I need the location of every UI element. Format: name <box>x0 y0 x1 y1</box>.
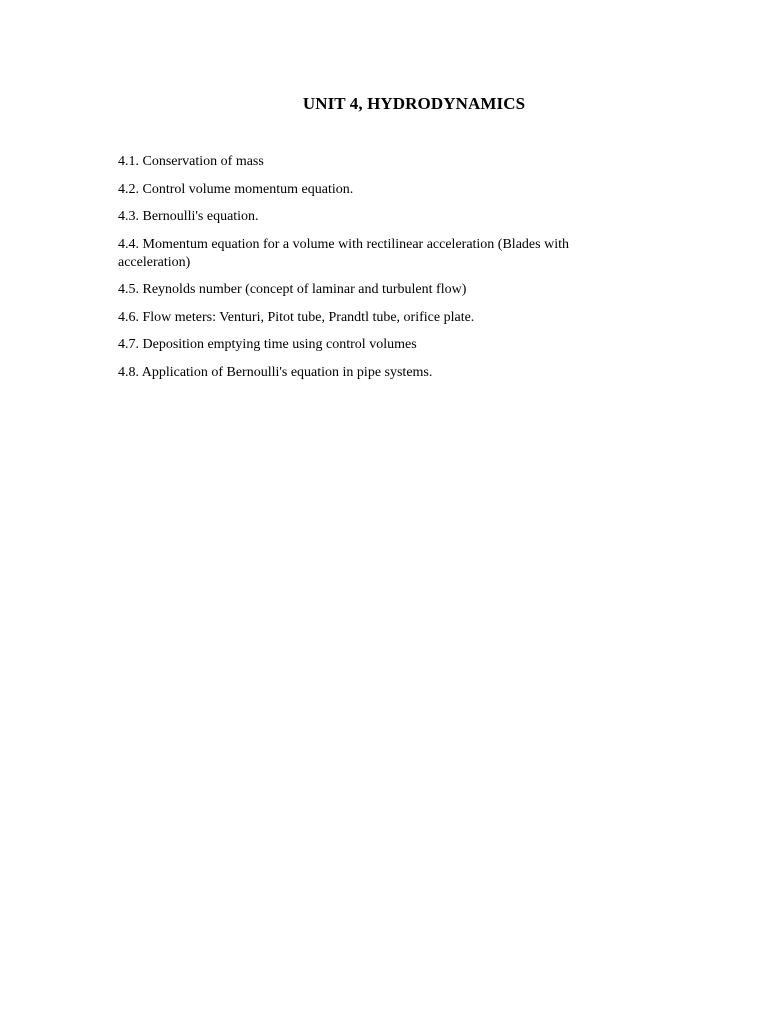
document-title: UNIT 4, HYDRODYNAMICS <box>302 94 526 113</box>
topic-item-4-2: 4.2. Control volume momentum equation. <box>118 181 354 197</box>
topic-item-4-7: 4.7. Deposition emptying time using control volumes <box>118 337 417 352</box>
topic-list <box>118 153 588 391</box>
topic-item-4-3: 4.3. Bernoulli's equation. <box>118 209 259 224</box>
topic-item-4-8: 4.8. Application of Bernoulli's equation in pipe systems. <box>118 364 433 380</box>
topic-item-4-6: 4.6. Flow meters: Venturi, Pitot tube, Prandtl tube, orifice plate. <box>118 309 475 325</box>
topic-item-4-4: 4.4. Momentum equation for a volume with rectilinear acceleration (Blades with acceleration) <box>118 236 569 270</box>
topic-item-4-5: 4.5. Reynolds number (concept of laminar and turbulent flow) <box>118 282 467 297</box>
topic-item-4-1: 4.1. Conservation of mass <box>118 154 264 169</box>
